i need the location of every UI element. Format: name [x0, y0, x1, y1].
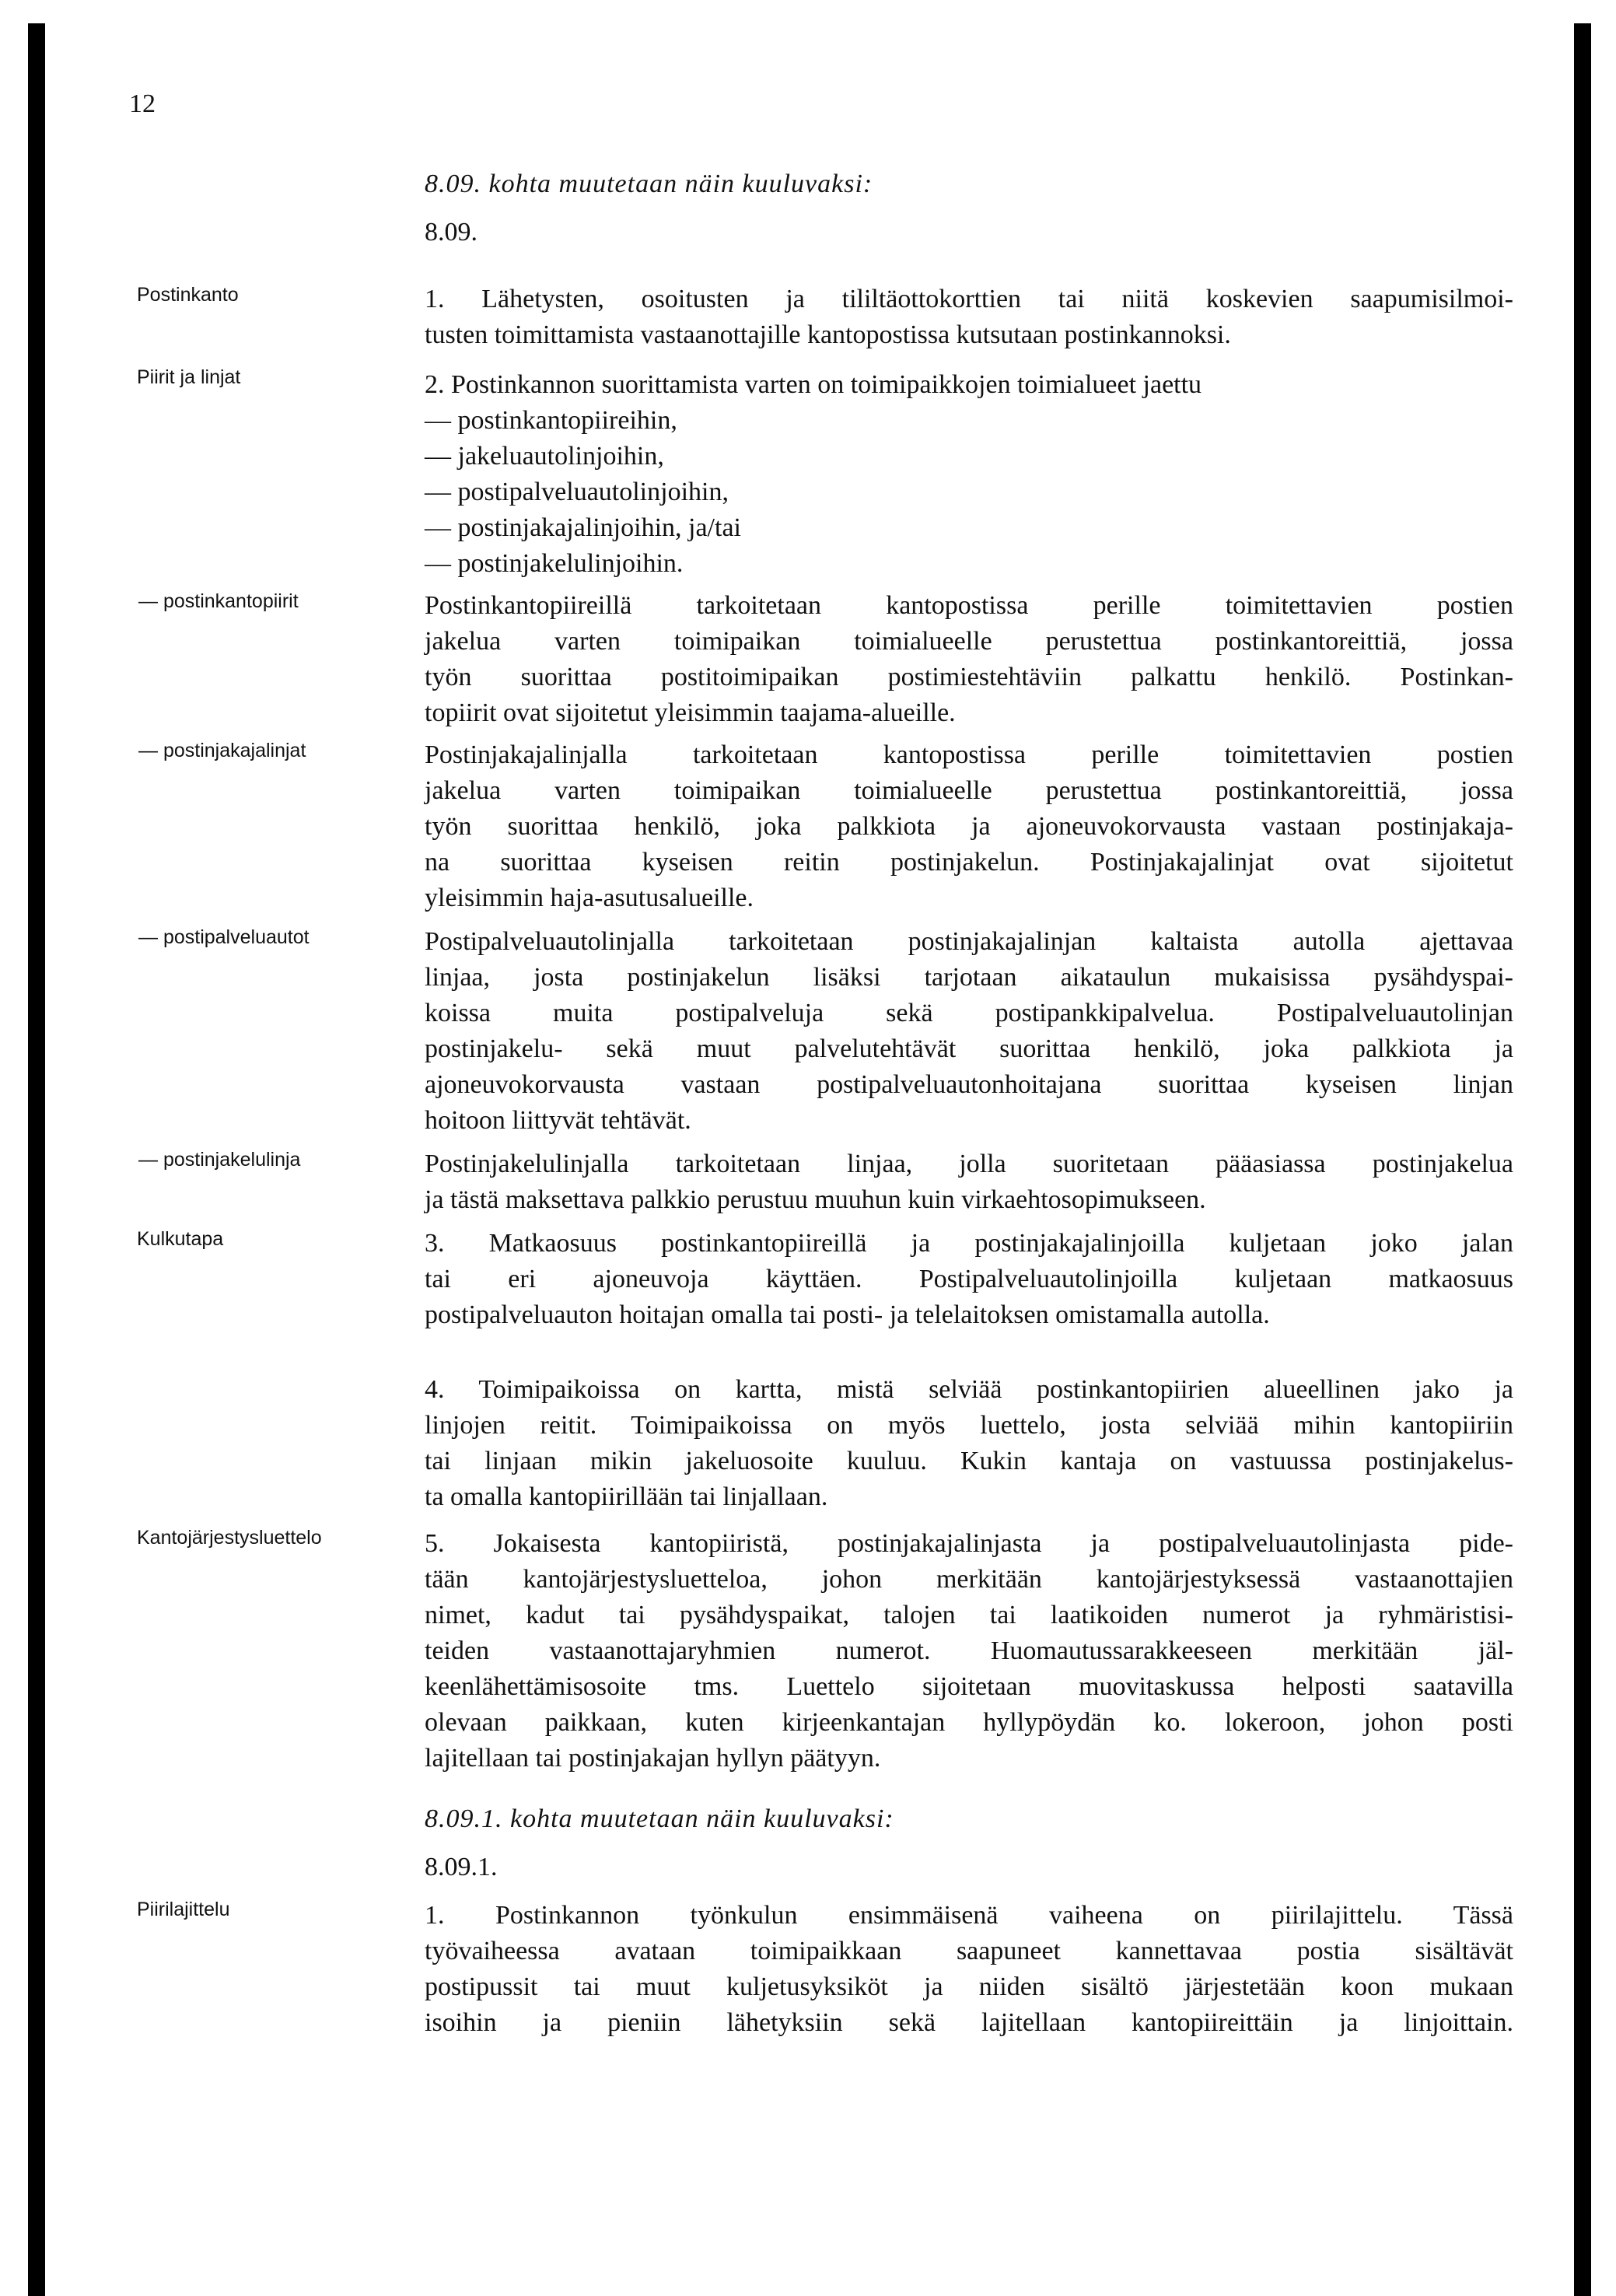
margin-label-postinjakelulinja: — postinjakelulinja: [138, 1149, 301, 1171]
list-item: — postinjakelulinjoihin.: [425, 549, 684, 578]
text-line: isoihin ja pieniin lähetyksiin sekä lajitellaan kantopiireittäin ja linjoittain.: [425, 2008, 1513, 2037]
text-line: tai linjaan mikin jakeluosoite kuuluu. Kukin kantaja on vastuussa postinjakelus-: [425, 1447, 1513, 1475]
page-number: 12: [129, 89, 156, 118]
text-line: yleisimmin haja-asutusalueille.: [425, 884, 754, 912]
margin-label-postinkanto: Postinkanto: [137, 284, 239, 306]
text-line: Postinjakajalinjalla tarkoitetaan kantopostissa perille toimitettavien postien: [425, 740, 1513, 769]
text-line: ja tästä maksettava palkkio perustuu muuhun kuin virkaehtosopimukseen.: [425, 1185, 1206, 1214]
text-line: työvaiheessa avataan toimipaikkaan saapuneet kannettavaa postia sisältävät: [425, 1937, 1513, 1965]
text-line: 5. Jokaisesta kantopiiristä, postinjakajalinjasta ja postipalveluautolinjasta pide-: [425, 1529, 1513, 1558]
paragraph-postipalveluautot: [425, 924, 1513, 1139]
amend-heading-8-09-1: 8.09.1. kohta muutetaan näin kuuluvaksi:: [425, 1804, 894, 1833]
scan-edge-right: [1574, 23, 1591, 2296]
text-line: Postinjakelulinjalla tarkoitetaan linjaa, jolla suoritetaan pääasiassa postinjakelua: [425, 1150, 1513, 1178]
margin-label-piirit-ja-linjat: Piirit ja linjat: [137, 366, 241, 388]
text-line: tään kantojärjestysluetteloa, johon merkitään kantojärjestyksessä vastaanottajien: [425, 1565, 1513, 1594]
margin-label-postinjakajalinjat: — postinjakajalinjat: [138, 740, 306, 761]
list-item: — postipalveluautolinjoihin,: [425, 478, 729, 506]
margin-label-postipalveluautot: — postipalveluautot: [138, 926, 310, 948]
text-line: tai eri ajoneuvoja käyttäen. Postipalveluautolinjoilla kuljetaan matkaosuus: [425, 1265, 1513, 1293]
text-line: 2. Postinkannon suorittamista varten on toimipaikkojen toimialueet jaettu: [425, 370, 1202, 399]
text-line: linjojen reitit. Toimipaikoissa on myös luettelo, josta selviää mihin kantopiiriin: [425, 1411, 1513, 1440]
margin-label-postinkantopiirit: — postinkantopiirit: [138, 590, 299, 612]
text-line: hoitoon liittyvät tehtävät.: [425, 1106, 691, 1135]
text-line: ajoneuvokorvausta vastaan postipalveluautonhoitajana suorittaa kyseisen linjan: [425, 1070, 1513, 1099]
text-line: 1. Lähetysten, osoitusten ja tililtäottokorttien tai niitä koskevien saapumisilmoi-: [425, 285, 1513, 313]
paragraph-postinkantopiirit: [425, 588, 1513, 731]
text-line: keenlähettämisosoite tms. Luettelo sijoitetaan muovitaskussa helposti saatavilla: [425, 1672, 1513, 1701]
text-line: na suorittaa kyseisen reitin postinjakelun. Postinjakajalinjat ovat sijoitetut: [425, 848, 1513, 877]
text-line: 1. Postinkannon työnkulun ensimmäisenä vaiheena on piirilajittelu. Tässä: [425, 1901, 1513, 1930]
list-item: — jakeluautolinjoihin,: [425, 442, 664, 471]
text-line: ta omalla kantopiirillään tai linjallaan.: [425, 1482, 828, 1511]
paragraph-5-kantojarjestysluettelo: [425, 1526, 1513, 1776]
text-line: työn suorittaa henkilö, joka palkkiota ja ajoneuvokorvausta vastaan postinjakaja-: [425, 812, 1513, 841]
paragraph-4-kartta: [425, 1372, 1513, 1515]
text-line: lajitellaan tai postinjakajan hyllyn päätyyn.: [425, 1744, 881, 1773]
text-line: jakelua varten toimipaikan toimialueelle perustettua postinkantoreittiä, jossa: [425, 627, 1513, 656]
paragraph-1-piirilajittelu: [425, 1898, 1513, 2041]
text-line: nimet, kadut tai pysähdyspaikat, talojen tai laatikoiden numerot ja ryhmäristisi-: [425, 1601, 1513, 1629]
margin-label-piirilajittelu: Piirilajittelu: [137, 1899, 230, 1920]
paragraph-postinjakelulinja: [425, 1146, 1513, 1218]
text-line: 3. Matkaosuus postinkantopiireillä ja postinjakajalinjoilla kuljetaan joko jalan: [425, 1229, 1513, 1258]
section-number-8-09-1: 8.09.1.: [425, 1853, 498, 1881]
text-line: teiden vastaanottajaryhmien numerot. Huomautussarakkeeseen merkitään jäl-: [425, 1636, 1513, 1665]
margin-label-kulkutapa: Kulkutapa: [137, 1228, 224, 1250]
text-line: 4. Toimipaikoissa on kartta, mistä selviää postinkantopiirien alueellinen jako ja: [425, 1375, 1513, 1404]
paragraph-3-kulkutapa: [425, 1226, 1513, 1333]
text-line: postipalveluauton hoitajan omalla tai posti- ja telelaitoksen omistamalla autolla.: [425, 1300, 1270, 1329]
text-line: linjaa, josta postinjakelun lisäksi tarjotaan aikataulun mukaisissa pysähdyspai-: [425, 963, 1513, 992]
text-line: topiirit ovat sijoitetut yleisimmin taajama-alueille.: [425, 698, 956, 727]
list-item: — postinjakajalinjoihin, ja/tai: [425, 513, 741, 542]
text-line: työn suorittaa postitoimipaikan postimiestehtäviin palkattu henkilö. Postinkan-: [425, 663, 1513, 691]
list-item: — postinkantopiireihin,: [425, 406, 677, 435]
text-line: olevaan paikkaan, kuten kirjeenkantajan hyllypöydän ko. lokeroon, johon posti: [425, 1708, 1513, 1737]
text-line: koissa muita postipalveluja sekä postipankkipalvelua. Postipalveluautolinjan: [425, 999, 1513, 1027]
paragraph-1-postinkanto: [425, 282, 1513, 353]
paragraph-2-jako: [425, 367, 1513, 582]
text-line: jakelua varten toimipaikan toimialueelle perustettua postinkantoreittiä, jossa: [425, 776, 1513, 805]
section-number-8-09: 8.09.: [425, 218, 477, 247]
text-line: postinjakelu- sekä muut palvelutehtävät suorittaa henkilö, joka palkkiota ja: [425, 1034, 1513, 1063]
scan-edge-left: [28, 23, 45, 2296]
text-line: Postinkantopiireillä tarkoitetaan kantopostissa perille toimitettavien postien: [425, 591, 1513, 620]
text-line: tusten toimittamista vastaanottajille kantopostissa kutsutaan postinkannoksi.: [425, 320, 1231, 349]
paragraph-postinjakajalinjat: [425, 737, 1513, 916]
text-line: postipussit tai muut kuljetusyksiköt ja niiden sisältö järjestetään koon mukaan: [425, 1972, 1513, 2001]
text-line: Postipalveluautolinjalla tarkoitetaan postinjakajalinjan kaltaista autolla ajettavaa: [425, 927, 1513, 956]
margin-label-kantojarjestysluettelo: Kantojärjestysluettelo: [137, 1527, 322, 1549]
amend-heading-8-09: 8.09. kohta muutetaan näin kuuluvaksi:: [425, 170, 873, 198]
